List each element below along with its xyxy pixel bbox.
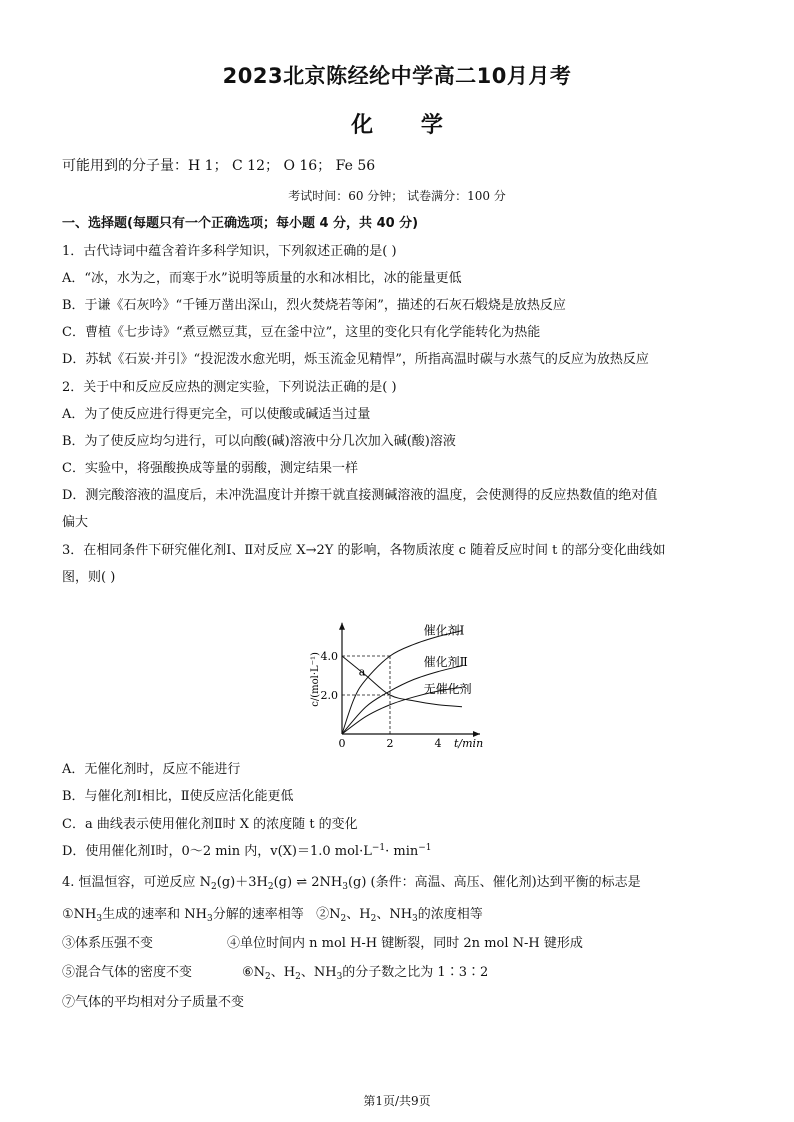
label-a: a [358, 665, 366, 679]
q4-opt3: ③体系压强不变 [62, 936, 154, 951]
x-axis-label: t/min [454, 737, 484, 750]
y-axis-label: c/(mol·L⁻¹) [310, 652, 321, 707]
section-heading: 一、选择题(每题只有一个正确选项；每小题 4 分，共 40 分) [62, 216, 419, 231]
q2-option-b: B．为了使反应均匀进行，可以向酸(碱)溶液中分几次加入碱(酸)溶液 [62, 434, 456, 449]
q3-option-d: D．使用催化剂Ⅰ时，0～2 min 内，v(X)＝1.0 $mol\cdot L^{-1}\cdot \min^{-1}$ [62, 843, 432, 859]
q2-option-d: D．测完酸溶液的温度后，未冲洗温度计并擦干就直接测碱溶液的温度，会使测得的反应热数值的绝对值 [62, 488, 658, 503]
q1-option-c: C．曹植《七步诗》“煮豆燃豆萁，豆在釜中泣”，这里的变化只有化学能转化为热能 [62, 325, 541, 340]
y-tick-label: 2.0 [320, 689, 338, 702]
q2-option-c: C．实验中，将强酸换成等量的弱酸，测定结果一样 [62, 461, 358, 476]
label-catalyst-2: 催化剂Ⅱ [423, 654, 468, 669]
exam-title: 2023北京陈经纶中学高二10月月考 [222, 64, 572, 88]
y-tick-label: 4.0 [320, 650, 338, 663]
q1-option-a: A．“冰，水为之，而寒于水”说明等质量的水和冰相比，冰的能量更低 [62, 271, 462, 286]
page-number: 第1页/共9页 [363, 1094, 431, 1108]
q3-stem: 3．在相同条件下研究催化剂Ⅰ、Ⅱ对反应 X→2Y 的影响，各物质浓度 c 随着反应时间 t 的部分变化曲线如 [62, 543, 666, 558]
q4-opt1: $①NH_3$生成的速率和 $NH_3$分解的速率相等 [62, 907, 304, 924]
q2-option-a: A．为了使反应进行得更完全，可以使酸或碱适当过量 [62, 407, 371, 422]
x-tick-label: 2 [386, 737, 394, 750]
label-no-catalyst: 无催化剂 [423, 682, 472, 697]
concentration-time-chart [300, 596, 510, 754]
q4-options-row1 [62, 905, 752, 925]
q1-stem: 1．古代诗词中蕴含着许多科学知识，下列叙述正确的是( ) [62, 244, 397, 259]
q4-stem: 4. 恒温恒容，可逆反应 $N_2(g)+3H_2(g)$ ⇌ $2NH_3(g)$ (条件：高温、高压、催化剂)达到平衡的标志是 [62, 875, 641, 892]
y-axis-arrow [339, 623, 345, 630]
subject-title: 化 学 [351, 113, 443, 138]
label-catalyst-1: 催化剂Ⅰ [423, 623, 465, 638]
x-tick-label: 4 [434, 737, 442, 750]
q4-opt6: $⑥N_2$、$H_2$、$NH_3$的分子数之比为 1∶3∶2 [242, 965, 489, 982]
q1-option-d: D．苏轼《石炭·并引》“投泥泼水愈光明，烁玉流金见精悍”，所指高温时碳与水蒸气的反应为放热反应 [62, 352, 649, 367]
q1-option-b: B．于谦《石灰吟》“千锤万凿出深山，烈火焚烧若等闲”，描述的石灰石煅烧是放热反应 [62, 298, 566, 313]
q2-stem: 2．关于中和反应反应热的测定实验，下列说法正确的是( ) [62, 380, 397, 395]
q3-option-a: A．无催化剂时，反应不能进行 [62, 762, 241, 777]
q4-opt5: ⑤混合气体的密度不变 [62, 965, 193, 980]
q3-option-c: C．a 曲线表示使用催化剂Ⅱ时 X 的浓度随 t 的变化 [62, 817, 358, 832]
q3-option-b: B．与催化剂Ⅰ相比，Ⅱ使反应活化能更低 [62, 789, 294, 804]
q4-options-row3 [62, 963, 752, 983]
q4-opt7: ⑦气体的平均相对分子质量不变 [62, 995, 245, 1010]
q4-opt4: ④单位时间内 n mol H-H 键断裂，同时 2n mol N-H 键形成 [227, 936, 583, 951]
q2-option-d-cont: 偏大 [62, 515, 89, 530]
q4-opt2: $②N_2$、$H_2$、$NH_3$的浓度相等 [316, 907, 483, 924]
q3-stem-cont: 图，则( ) [62, 570, 116, 585]
x-tick-label: 0 [338, 737, 346, 750]
exam-time-info: 考试时间：60 分钟； 试卷满分：100 分 [288, 189, 506, 203]
molar-masses: 可能用到的分子量：H 1； C 12； O 16； Fe 56 [62, 158, 376, 174]
q4-options-row2 [62, 934, 752, 954]
